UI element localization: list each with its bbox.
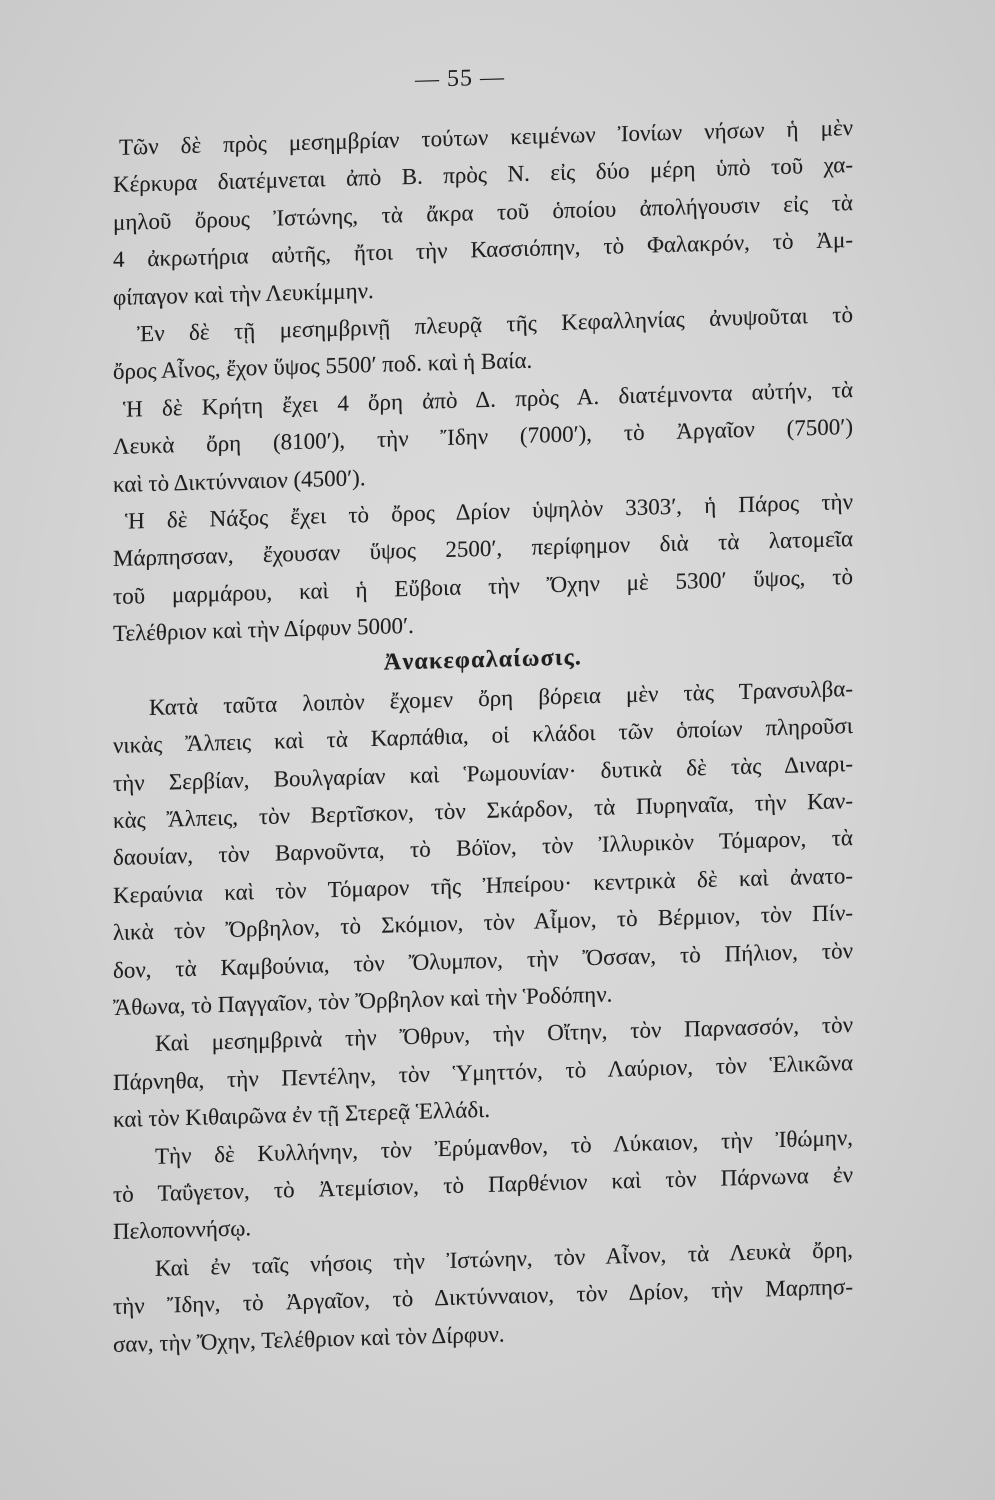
text-line: Μάρπησσαν, ἔχουσαν ὕψος 2500′, περίφημον διὰ τὰ λατομεῖα [113, 526, 853, 572]
page-number: — 55 — [415, 64, 505, 93]
text-line: Κατὰ ταῦτα λοιπὸν ἔχομεν ὄρη βόρεια μὲν τὰς Τρανσυλβα- [149, 675, 853, 720]
paragraph-summary-peloponnese [113, 1119, 853, 1251]
text-line: τὴν Σερβίαν, Βουλγαρίαν καὶ Ῥωμουνίαν· δυτικὰ δὲ τὰς Διναρι- [113, 750, 853, 796]
text-line: μηλοῦ ὄρους Ἰστώνης, τὰ ἄκρα τοῦ ὁποίου ἀπολήγουσιν εἰς τὰ [113, 189, 853, 235]
text-line: Κεραύνια καὶ τὸν Τόμαρον τῆς Ἠπείρου· κεντρικὰ δὲ καὶ ἀνατο- [113, 862, 853, 908]
paragraph-crete [113, 371, 853, 503]
text-line: τὸ Ταΰγετον, τὸ Ἀτεμίσιον, τὸ Παρθένιον καὶ τὸν Πάρνωνα ἐν [113, 1161, 853, 1207]
text-line: νικὰς Ἄλπεις καὶ τὰ Καρπάθια, οἱ κλάδοι τῶν ὁποίων πληροῦσι [113, 713, 853, 759]
text-line: δον, τὰ Καμβούνια, τὸν Ὄλυμπον, τὴν Ὄσσαν, τὸ Πήλιον, τὸν [113, 937, 853, 983]
text-line: Πάρνηθα, τὴν Πεντέλην, τὸν Ὑμηττόν, τὸ Λαύριον, τὸν Ἑλικῶνα [113, 1049, 853, 1095]
text-line: τὴν Ἴδην, τὸ Ἀργαῖον, τὸ Δικτύνναιον, τὸν Δρίον, τὴν Μαρπησ- [113, 1274, 853, 1320]
paragraph-naxos [113, 483, 853, 653]
text-line: Ἡ δὲ Νάξος ἔχει τὸ ὄρος Δρίον ὑψηλὸν 3303′, ἡ Πάρος τὴν [125, 488, 853, 534]
text-line: κὰς Ἄλπεις, τὸν Βερτῖσκον, τὸν Σκάρδον, τὰ Πυρηναῖα, τὴν Καν- [113, 788, 853, 834]
text-line: Τὴν δὲ Κυλλήνην, τὸν Ἐρύμανθον, τὸ Λύκαιον, τὴν Ἰθώμην, [155, 1124, 853, 1169]
text-line: Καὶ μεσημβρινὰ τὴν Ὄθρυν, τὴν Οἴτην, τὸν Παρνασσόν, τὸν [155, 1012, 853, 1057]
text-line: Τῶν δὲ πρὸς μεσημβρίαν τούτων κειμένων Ἰονίων νήσων ἡ μὲν [119, 114, 853, 160]
text-line: ὄρος Αἶνος, ἔχον ὕψος 5500′ ποδ. καὶ ἡ Βαία. [113, 348, 533, 385]
section-heading: Ἀνακεφαλαίωσις. [383, 644, 583, 677]
printed-page [113, 48, 853, 1363]
text-line: τοῦ μαρμάρου, καὶ ἡ Εὔβοια τὴν Ὄχην μὲ 5300′ ὕψος, τὸ [113, 563, 853, 609]
paragraph-summary-south [113, 1006, 853, 1138]
text-line: Λευκὰ ὄρη (8100′), τὴν Ἴδην (7000′), τὸ Ἀργαῖον (7500′) [113, 414, 853, 460]
paragraph-summary-islands [113, 1231, 853, 1363]
text-line: Τελέθριον καὶ τὴν Δίρφυν 5000′. [113, 612, 414, 647]
body-text [113, 109, 853, 1363]
text-line: Ἄθωνα, τὸ Παγγαῖον, τὸν Ὄρβηλον καὶ τὴν Ῥοδόπην. [113, 981, 613, 1020]
text-line: δαουίαν, τὸν Βαρνοῦντα, τὸ Βόϊον, τὸν Ἰλλυρικὸν Τόμαρον, τὰ [113, 825, 853, 871]
text-line: 4 ἀκρωτήρια αὐτῆς, ἤτοι τὴν Κασσιόπην, τὸ Φαλακρόν, τὸ Ἀμ- [113, 227, 853, 273]
text-line: Ἡ δὲ Κρήτη ἔχει 4 ὄρη ἀπὸ Δ. πρὸς Α. διατέμνοντα αὐτήν, τὰ [123, 376, 853, 422]
paragraph-ionian-islands [113, 109, 853, 316]
paragraph-summary-north-west [113, 670, 853, 1027]
text-line: Καὶ ἐν ταῖς νήσοις τὴν Ἰστώνην, τὸν Αἶνον, τὰ Λευκὰ ὄρη, [155, 1236, 853, 1281]
text-line: φίπαγον καὶ τὴν Λευκίμμην. [113, 277, 374, 310]
text-line: λικὰ τὸν Ὄρβηλον, τὸ Σκόμιον, τὸν Αἶμον, τὸ Βέρμιον, τὸν Πίν- [113, 900, 853, 946]
text-line: σαν, τὴν Ὄχην, Τελέθριον καὶ τὸν Δίρφυν. [113, 1320, 505, 1357]
text-line: Πελοποννήσῳ. [113, 1215, 252, 1245]
text-line: Ἐν δὲ τῇ μεσημβρινῇ πλευρᾷ τῆς Κεφαλληνίας ἀνυψοῦται τὸ [137, 301, 853, 347]
text-line: Κέρκυρα διατέμνεται ἀπὸ Β. πρὸς Ν. εἰς δύο μέρη ὑπὸ τοῦ χα- [113, 152, 853, 198]
text-line: καὶ τὸ Δικτύνναιον (4500′). [113, 464, 366, 497]
text-line: καὶ τὸν Κιθαιρῶνα ἐν τῇ Στερεᾷ Ἑλλάδι. [113, 1096, 491, 1133]
